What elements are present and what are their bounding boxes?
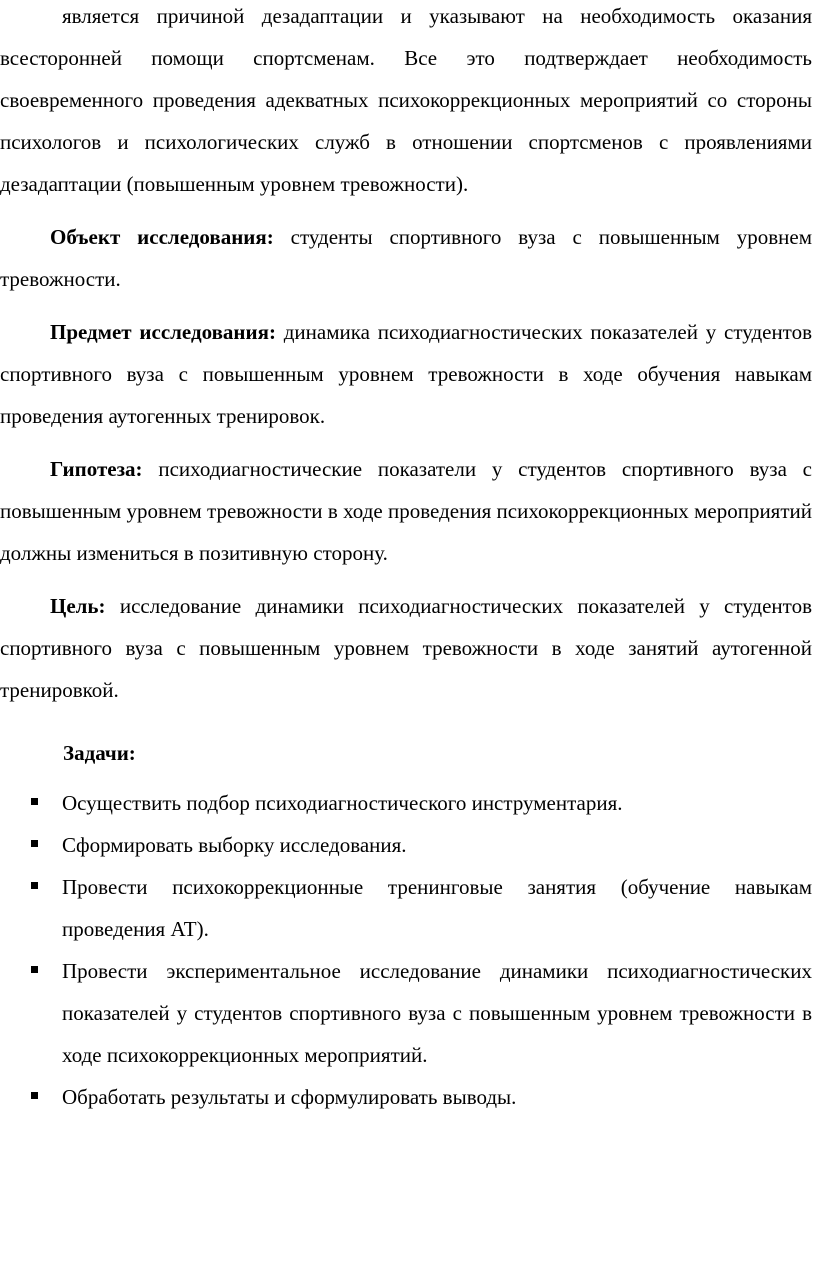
goal-label: Цель: [50, 594, 106, 618]
subject-label: Предмет исследования: [50, 320, 276, 344]
task-item [62, 782, 812, 824]
goal-paragraph [0, 585, 812, 711]
tasks-list [0, 782, 812, 1118]
bullet-square-icon [31, 1092, 38, 1099]
task-text: Провести психокоррекционные тренинговые занятия (обучение навыкам проведения АТ). [62, 875, 812, 941]
bullet-square-icon [31, 882, 38, 889]
hypothesis-text: психодиагностические показатели у студентов спортивного вуза с повышенным уровнем тревожности в ходе проведения психокоррекционных мероприятий должны измениться в позитивную сторону. [0, 457, 812, 565]
tasks-heading: Задачи: [63, 741, 136, 765]
object-text: студенты спортивного вуза с повышенным уровнем тревожности. [0, 225, 812, 291]
goal-text: исследование динамики психодиагностических показателей у студентов спортивного вуза с повышенным уровнем тревожности в ходе занятий аутогенной тренировкой. [0, 594, 812, 702]
hypothesis-paragraph [0, 448, 812, 574]
subject-paragraph [0, 311, 812, 437]
hypothesis-label: Гипотеза: [50, 457, 143, 481]
task-text: Обработать результаты и сформулировать выводы. [62, 1085, 517, 1109]
object-label: Объект исследования: [50, 225, 274, 249]
bullet-square-icon [31, 840, 38, 847]
task-item [62, 866, 812, 950]
subject-text: динамика психодиагностических показателей у студентов спортивного вуза с повышенным уровнем тревожности в ходе обучения навыкам проведения аутогенных тренировок. [0, 320, 813, 428]
task-item [62, 1076, 812, 1118]
task-text: Осуществить подбор психодиагностического инструментария. [62, 791, 623, 815]
task-item [62, 824, 812, 866]
task-text: Провести экспериментальное исследование динамики психодиагностических показателей у студентов спортивного вуза с повышенным уровнем тревожности в ходе психокоррекционных мероприятий. [62, 959, 812, 1067]
task-text: Сформировать выборку исследования. [62, 833, 407, 857]
bullet-square-icon [31, 966, 38, 973]
task-item [62, 950, 812, 1076]
intro-paragraph: является причиной дезадаптации и указывают на необходимость оказания всесторонней помощи спортсменам. Все это подтверждает необходимость своевременного проведения адекватных психокоррекционных мероприятий со стороны психологов и психологических служб в отношении спортсменов с проявлениями дезадаптации (повышенным уровнем тревожности). [0, 4, 812, 196]
bullet-square-icon [31, 798, 38, 805]
object-paragraph [0, 216, 812, 300]
